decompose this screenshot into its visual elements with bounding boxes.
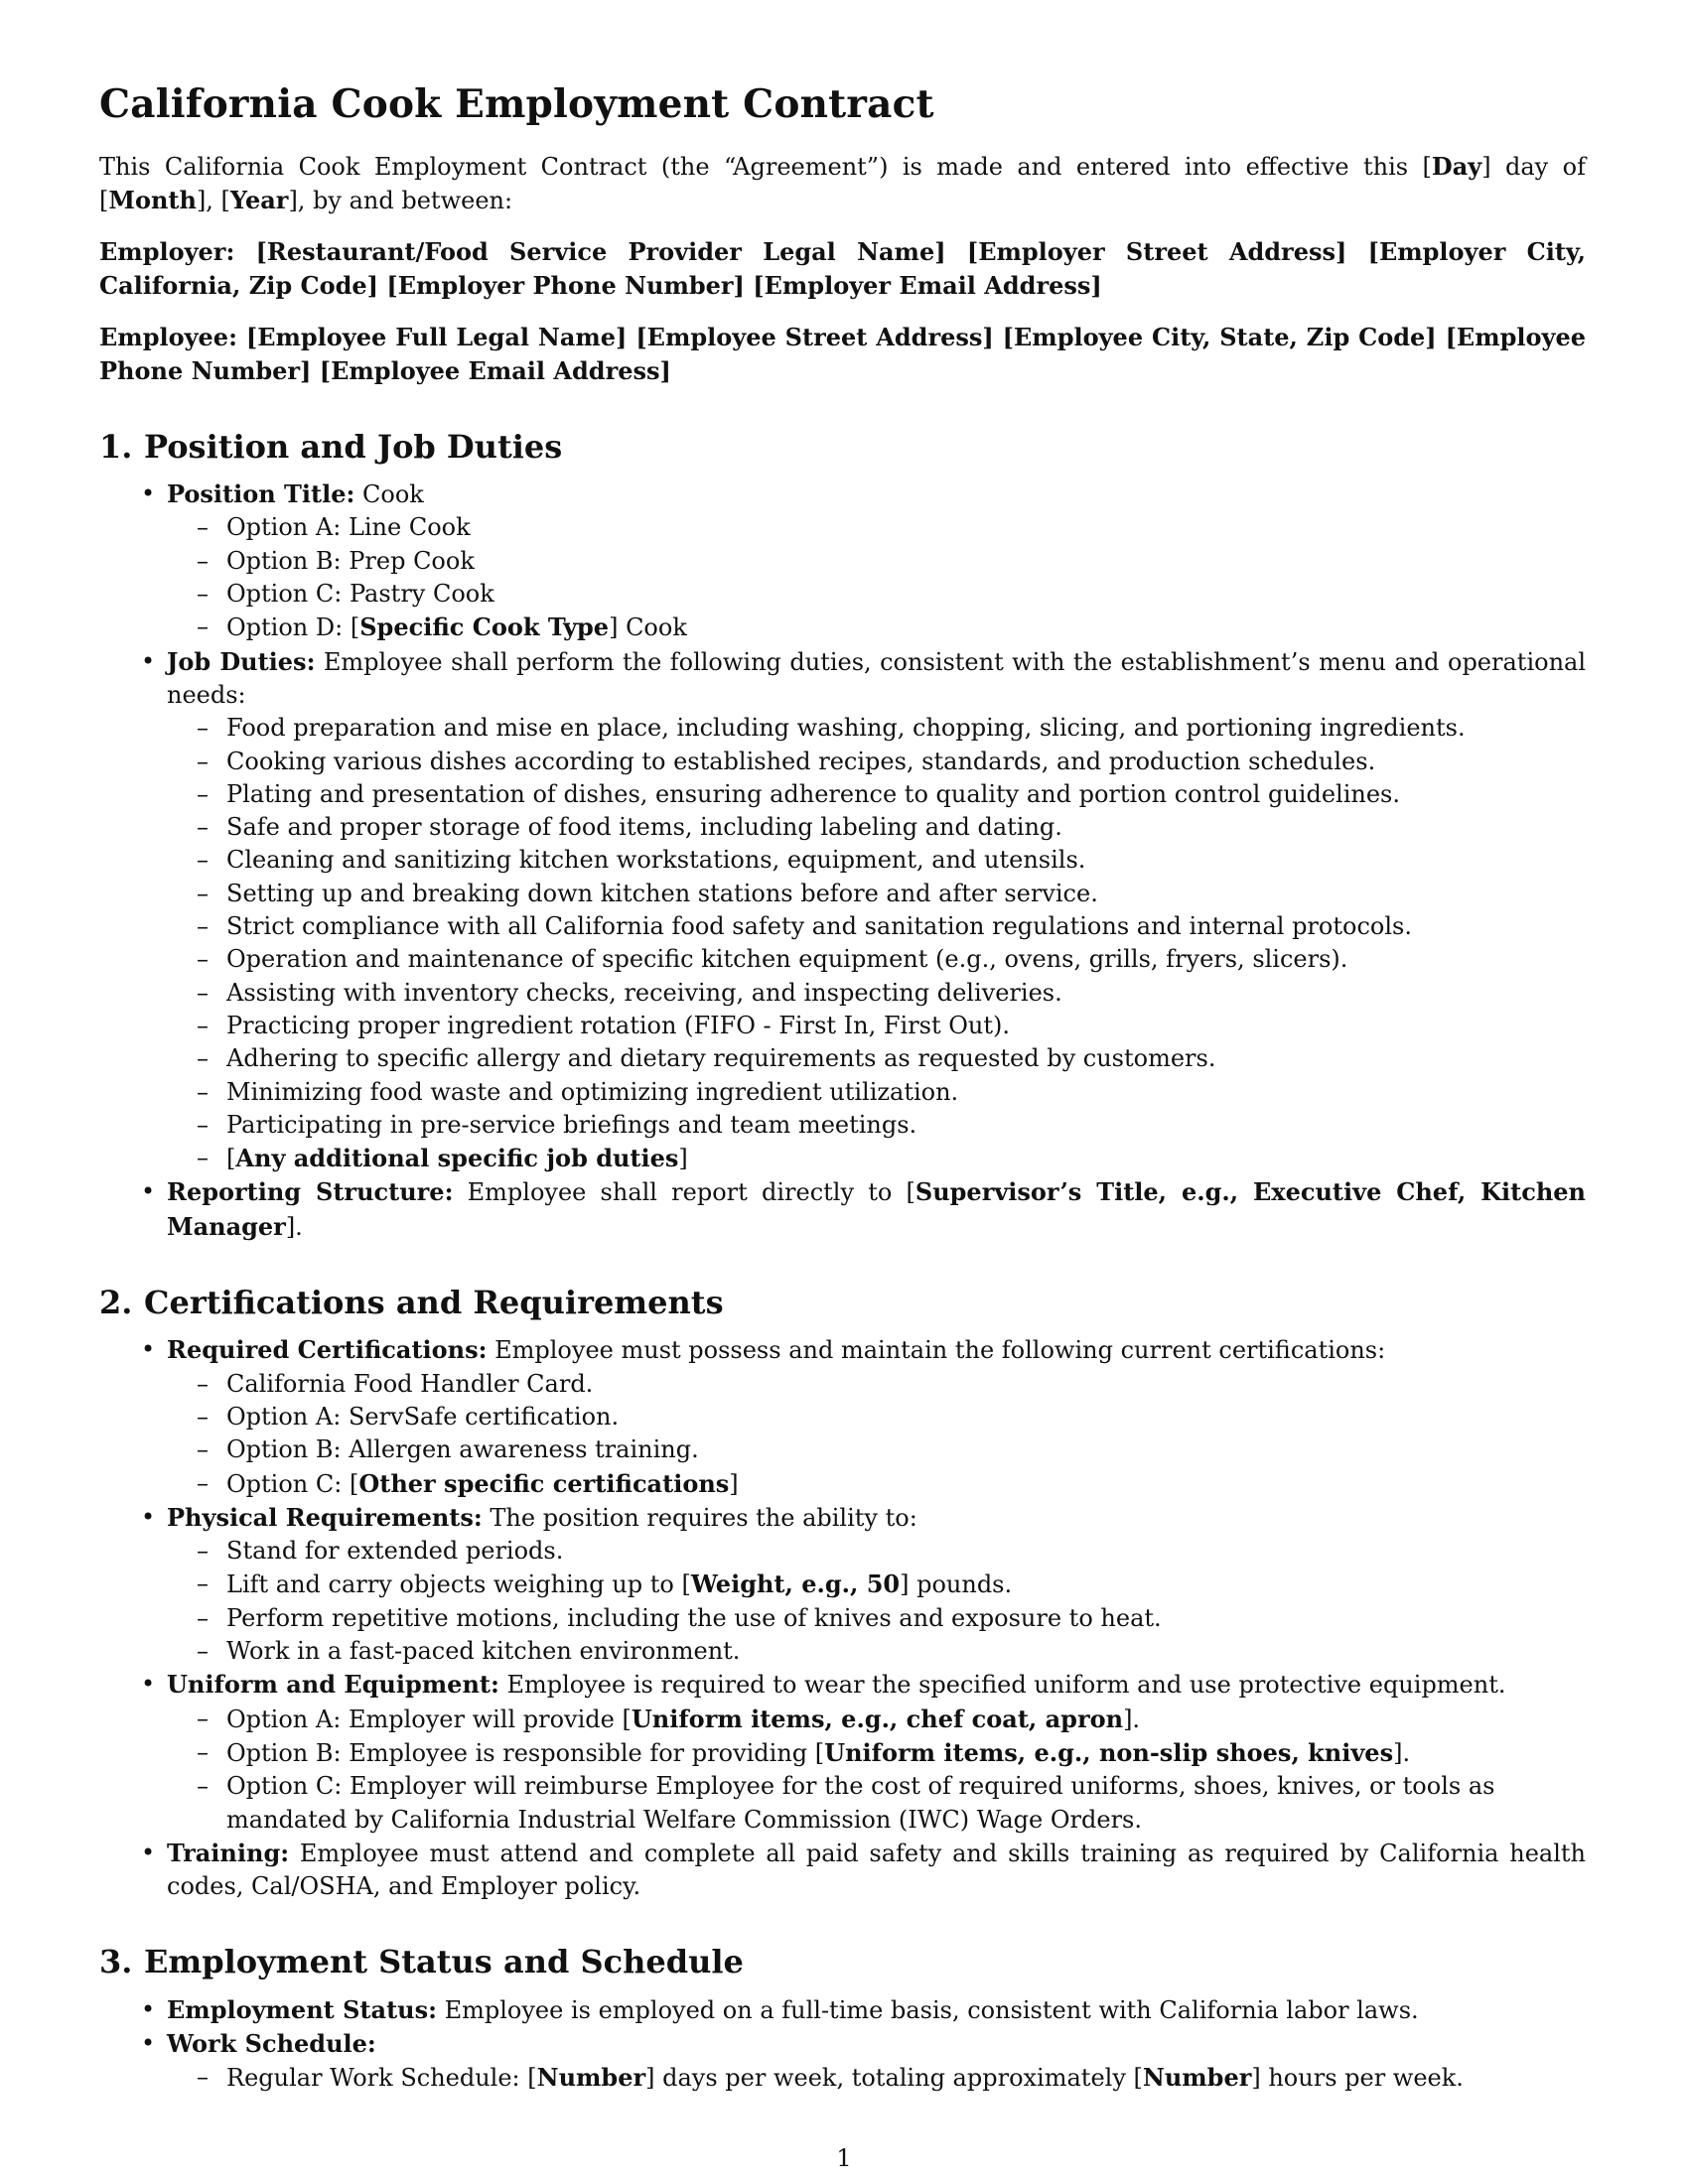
- list-item: – Perform repetitive motions, including the use of knives and exposure to heat.: [226, 1602, 1586, 1635]
- list-item: – Minimizing food waste and optimizing ingredient utilization.: [226, 1076, 1586, 1109]
- physical-requirements-item: • Physical Requirements: The position requires the ability to: – Stand for extended periods. – Lift and carry objects weighing up to [Weight, e.g., 50] pounds. – Perform repetitive motions, including the use of knives and exposure to heat. – Work in a fast-paced kitchen environment.: [167, 1501, 1586, 1668]
- list-item: – Option A: ServSafe certification.: [226, 1401, 1586, 1433]
- list-item: – Option B: Employee is responsible for providing [Uniform items, e.g., non-slip shoes, knives].: [226, 1736, 1586, 1770]
- uniform-equipment-item: • Uniform and Equipment: Employee is required to wear the specified uniform and use protective equipment. – Option A: Employer will provide [Uniform items, e.g., chef coat, apron]. – Option B: Employee is responsible for providing [Uniform items, e.g., non-slip shoes, knives]. – Option C: Employer will reimburse Employee for the cost of required uniforms, shoes, knives, or tools as mandated by California Industrial Welfare Commission (IWC) Wage Orders.: [167, 1668, 1586, 1836]
- list-item: – Food preparation and mise en place, including washing, chopping, slicing, and portioning ingredients.: [226, 712, 1586, 745]
- section-heading-3: 3. Employment Status and Schedule: [99, 1943, 744, 1981]
- list-item: – Operation and maintenance of specific kitchen equipment (e.g., ovens, grills, fryers, slicers).: [226, 943, 1586, 976]
- list-item: – Option A: Employer will provide [Uniform items, e.g., chef coat, apron].: [226, 1703, 1586, 1736]
- list-item: – Option C: Pastry Cook: [226, 578, 1586, 611]
- list-item: – Assisting with inventory checks, receiving, and inspecting deliveries.: [226, 977, 1586, 1010]
- list-item: – Regular Work Schedule: [Number] days per week, totaling approximately [Number] hours per week.: [226, 2061, 1586, 2095]
- list-item: – Cleaning and sanitizing kitchen workstations, equipment, and utensils.: [226, 844, 1586, 877]
- reporting-structure-item: • Reporting Structure: Employee shall report directly to [Supervisor’s Title, e.g., Executive Chef, Kitchen Manager].: [167, 1175, 1586, 1244]
- physical-requirements-list: [167, 1535, 1586, 1668]
- section-3-list: [99, 1993, 1586, 2096]
- list-item: – Option C: Employer will reimburse Employee for the cost of required uniforms, shoes, knives, or tools as mandated by California Industrial Welfare Commission (IWC) Wage Orders.: [226, 1770, 1586, 1837]
- work-schedule-list: [167, 2061, 1586, 2095]
- list-item: – Practicing proper ingredient rotation (FIFO - First In, First Out).: [226, 1010, 1586, 1042]
- job-duties-item: • Job Duties: Employee shall perform the following duties, consistent with the establishment’s menu and operational needs: – Food preparation and mise en place, including washing, chopping, slicing, and portioning ingredients. – Cooking various dishes according to established recipes, standards, and production schedules. – Plating and presentation of dishes, ensuring adherence to quality and portion control guidelines. – Safe and proper storage of food items, including labeling and dating. – Cleaning and sanitizing kitchen workstations, equipment, and utensils. – Setting up and breaking down kitchen stations before and after service. – Strict compliance with all California food safety and sanitation regulations and internal protocols. – Operation and maintenance of specific kitchen equipment (e.g., ovens, grills, fryers, slicers). – Assisting with inventory checks, receiving, and inspecting deliveries. – Practicing proper ingredient rotation (FIFO - First In, First Out). – Adhering to specific allergy and dietary requirements as requested by customers. – Minimizing food waste and optimizing ingredient utilization. – Participating in pre-service briefings and team meetings. – [Any additional specific job duties]: [167, 645, 1586, 1176]
- section-1-list: [99, 478, 1586, 1244]
- list-item: – Option B: Prep Cook: [226, 545, 1586, 578]
- list-item: – Option D: [Specific Cook Type] Cook: [226, 611, 1586, 644]
- employment-status-item: • Employment Status: Employee is employed on a full-time basis, consistent with California labor laws.: [167, 1993, 1586, 2027]
- list-item: – Plating and presentation of dishes, ensuring adherence to quality and portion control guidelines.: [226, 778, 1586, 811]
- position-title-item: • Position Title: Cook – Option A: Line Cook – Option B: Prep Cook – Option C: Pastry Cook – Option D: [Specific Cook Type] Cook: [167, 478, 1586, 644]
- list-item: – Setting up and breaking down kitchen stations before and after service.: [226, 878, 1586, 910]
- training-item: • Training: Employee must attend and complete all paid safety and skills training as required by California health codes, Cal/OSHA, and Employer policy.: [167, 1837, 1586, 1904]
- work-schedule-item: • Work Schedule: – Regular Work Schedule: [Number] days per week, totaling approximately [Number] hours per week.: [167, 2027, 1586, 2096]
- list-item: – Work in a fast-paced kitchen environment.: [226, 1635, 1586, 1668]
- list-item: – Option B: Allergen awareness training.: [226, 1433, 1586, 1466]
- page-number: 1: [836, 2144, 852, 2172]
- list-item: – Safe and proper storage of food items, including labeling and dating.: [226, 811, 1586, 844]
- list-item: – California Food Handler Card.: [226, 1368, 1586, 1401]
- position-options-list: [167, 511, 1586, 644]
- uniform-options-list: [167, 1703, 1586, 1837]
- list-item: – Participating in pre-service briefings and team meetings.: [226, 1109, 1586, 1142]
- required-certifications-item: • Required Certifications: Employee must possess and maintain the following current certifications: – California Food Handler Card. – Option A: ServSafe certification. – Option B: Allergen awareness training. – Option C: [Other specific certifications]: [167, 1333, 1586, 1500]
- job-duties-list: [167, 712, 1586, 1175]
- intro-paragraph: This California Cook Employment Contract (the “Agreement”) is made and entered into effective this [Day] day of [Month], [Year], by and between:: [99, 151, 1586, 214]
- list-item: – Strict compliance with all California food safety and sanitation regulations and internal protocols.: [226, 910, 1586, 943]
- document-title: California Cook Employment Contract: [99, 81, 934, 127]
- section-heading-2: 2. Certifications and Requirements: [99, 1284, 724, 1322]
- list-item: – [Any additional specific job duties]: [226, 1142, 1586, 1175]
- list-item: – Stand for extended periods.: [226, 1535, 1586, 1568]
- list-item: – Lift and carry objects weighing up to [Weight, e.g., 50] pounds.: [226, 1568, 1586, 1601]
- certifications-list: [167, 1368, 1586, 1501]
- section-heading-1: 1. Position and Job Duties: [99, 427, 563, 466]
- document-page: [99, 81, 1586, 2096]
- list-item: – Option A: Line Cook: [226, 511, 1586, 544]
- list-item: – Adhering to specific allergy and dietary requirements as requested by customers.: [226, 1042, 1586, 1075]
- employee-block: Employee: [Employee Full Legal Name] [Employee Street Address] [Employee City, State, Zip Code] [Employee Phone Number] [Employee Email Address]: [99, 322, 1586, 385]
- employer-block: Employer: [Restaurant/Food Service Provider Legal Name] [Employer Street Address] [Employer City, California, Zip Code] [Employer Phone Number] [Employer Email Address]: [99, 236, 1586, 300]
- list-item: – Cooking various dishes according to established recipes, standards, and production schedules.: [226, 746, 1586, 778]
- section-2-list: [99, 1333, 1586, 1903]
- list-item: – Option C: [Other specific certifications]: [226, 1467, 1586, 1501]
